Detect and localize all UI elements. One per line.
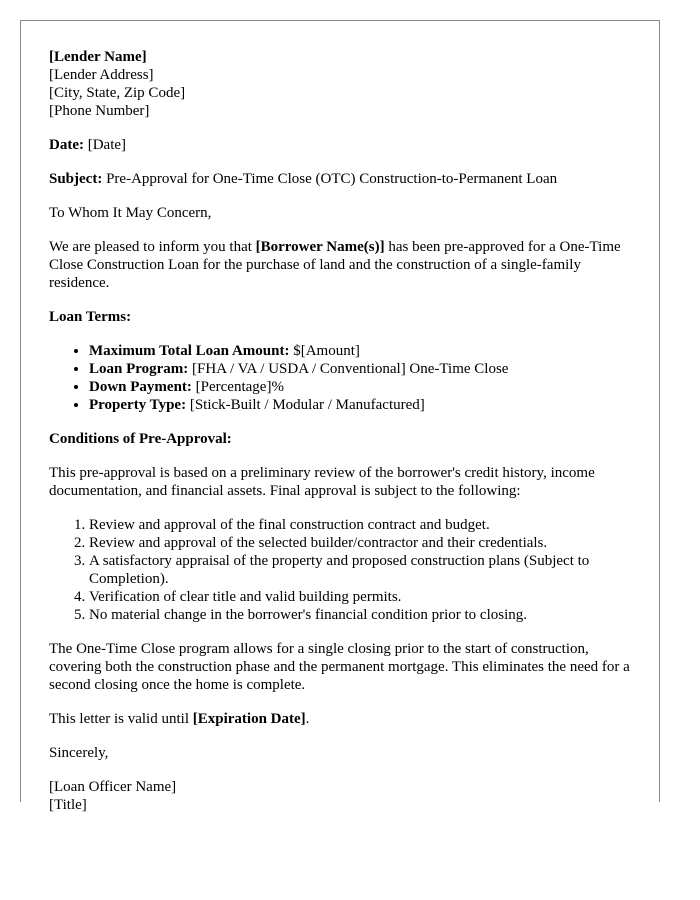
validity-before: This letter is valid until — [49, 711, 193, 727]
loan-terms-heading — [49, 308, 631, 326]
intro-paragraph — [49, 238, 631, 292]
loan-term-label: Loan Program: — [89, 361, 189, 377]
validity-line — [49, 710, 631, 728]
intro-after: has been pre-approved for a One-Time Close Construction Loan for the purchase of land and the construction of a single-family residence. — [49, 239, 621, 291]
conditions-heading-text: Conditions of Pre-Approval: — [49, 431, 232, 447]
loan-terms-list — [49, 342, 631, 414]
condition-item: 5. No material change in the borrower's financial condition prior to closing. — [89, 606, 631, 624]
conditions-list — [49, 516, 631, 624]
loan-term-label: Down Payment: — [89, 379, 192, 395]
loan-term-label: Property Type: — [89, 397, 187, 413]
letter-content — [21, 21, 659, 814]
conditions-intro: This pre-approval is based on a preliminary review of the borrower's credit history, income documentation, and financial assets. Final approval is subject to the following: — [49, 465, 595, 499]
loan-term-value: [Stick-Built / Modular / Manufactured] — [186, 397, 425, 413]
loan-term-item — [89, 342, 631, 360]
condition-item: 3. A satisfactory appraisal of the property and proposed construction plans (Subject to Completion). — [89, 552, 631, 588]
lender-address: [Lender Address] — [49, 67, 154, 83]
expiration-date: [Expiration Date] — [192, 711, 306, 727]
date-value: [Date] — [87, 137, 127, 153]
salutation: To Whom It May Concern, — [49, 205, 212, 221]
lender-name: [Lender Name] — [49, 49, 147, 65]
lender-block — [49, 48, 631, 120]
loan-term-value: [FHA / VA / USDA / Conventional] One-Time Close — [188, 361, 509, 377]
date-label: Date: — [49, 137, 84, 153]
otc-paragraph: The One-Time Close program allows for a single closing prior to the start of construction, covering both the construction phase and the permanent mortgage. This eliminates the need for a second closing once the home is complete. — [49, 641, 630, 693]
intro-before: We are pleased to inform you that — [49, 239, 256, 255]
letter-page — [20, 20, 660, 813]
subject-label: Subject: — [49, 171, 103, 187]
condition-item: 2. Review and approval of the selected builder/contractor and their credentials. — [89, 534, 631, 552]
loan-term-value: $[Amount] — [289, 343, 360, 359]
signature-block — [49, 778, 631, 814]
subject-line — [49, 170, 631, 188]
loan-term-item — [89, 360, 631, 378]
condition-item: 1. Review and approval of the final construction contract and budget. — [89, 516, 631, 534]
condition-item: 4. Verification of clear title and valid building permits. — [89, 588, 631, 606]
loan-terms-heading-text: Loan Terms: — [49, 309, 132, 325]
loan-officer-name: [Loan Officer Name] — [49, 779, 177, 795]
loan-term-label: Maximum Total Loan Amount: — [89, 343, 290, 359]
loan-officer-title: [Title] — [49, 797, 87, 813]
loan-term-item — [89, 396, 631, 414]
loan-term-item — [89, 378, 631, 396]
borrower-name: [Borrower Name(s)] — [255, 239, 385, 255]
loan-term-value: [Percentage]% — [191, 379, 284, 395]
closing: Sincerely, — [49, 745, 109, 761]
conditions-heading — [49, 430, 631, 448]
lender-city-state-zip: [City, State, Zip Code] — [49, 85, 186, 101]
subject-value: Pre-Approval for One-Time Close (OTC) Construction-to-Permanent Loan — [106, 171, 558, 187]
lender-phone: [Phone Number] — [49, 103, 150, 119]
date-line — [49, 136, 631, 154]
validity-after: . — [305, 711, 310, 727]
